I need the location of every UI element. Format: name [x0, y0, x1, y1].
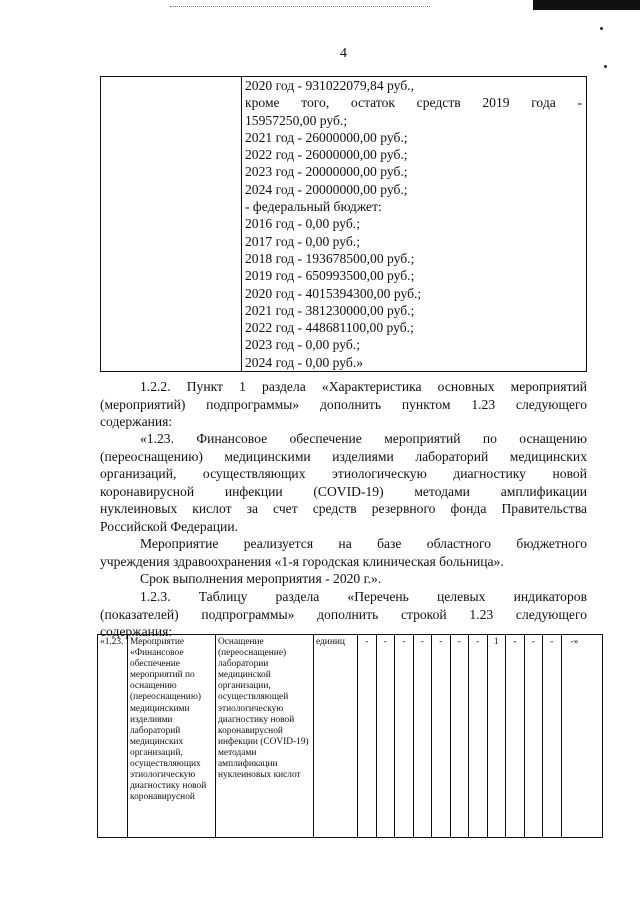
- budget-line: 2024 год - 0,00 руб.»: [245, 354, 364, 370]
- budget-line: 15957250,00 руб.;: [245, 112, 348, 128]
- indicator-value: -: [358, 635, 377, 837]
- budget-table: [100, 76, 587, 372]
- paragraph-line: Мероприятие реализуется на базе областного бюджетного: [140, 536, 587, 551]
- budget-line: 2022 год - 448681100,00 руб.;: [245, 320, 414, 336]
- budget-line: 2021 год - 26000000,00 руб.;: [245, 129, 408, 145]
- indicator-unit: единиц: [314, 635, 358, 837]
- indicator-value: -: [506, 635, 525, 837]
- indicator-table: [97, 634, 603, 838]
- budget-line: кроме того, остаток средств 2019 года -: [245, 95, 582, 111]
- budget-line: 2024 год - 20000000,00 руб.;: [245, 181, 408, 197]
- budget-line: 2022 год - 26000000,00 руб.;: [245, 147, 408, 163]
- paragraph-line: нуклеиновых кислот за счет средств резервного фонда Правительства: [100, 501, 587, 516]
- paragraph-line: (переоснащению) медицинскими изделиями лабораторий медицинских: [100, 448, 587, 464]
- budget-line: 2016 год - 0,00 руб.;: [245, 216, 360, 232]
- scan-artifact-bar: [533, 0, 640, 10]
- paragraph-1-2-3: [100, 588, 587, 641]
- indicator-value: -: [414, 635, 433, 837]
- paragraph-line: (показателей) подпрограммы» дополнить строкой 1.23 следующего: [100, 606, 587, 622]
- budget-line: 2017 год - 0,00 руб.;: [245, 233, 360, 249]
- indicator-value: -: [377, 635, 396, 837]
- budget-line: 2023 год - 0,00 руб.;: [245, 337, 360, 353]
- page-number: 4: [340, 46, 347, 61]
- budget-table-amounts: [242, 77, 586, 371]
- budget-line: - федеральный бюджет:: [245, 199, 382, 215]
- paragraph-line: 1.2.3. Таблицу раздела «Перечень целевых индикаторов: [140, 589, 587, 604]
- paragraph-1-2-2: [100, 378, 587, 431]
- paragraph-1-23-text: [100, 430, 587, 535]
- budget-table-left-cell: [101, 77, 242, 371]
- indicator-value: 1: [488, 635, 507, 837]
- paragraph-line: 1.2.2. Пункт 1 раздела «Характеристика основных мероприятий: [140, 379, 587, 394]
- paragraph-line: Срок выполнения мероприятия - 2020 г.».: [140, 571, 382, 586]
- budget-line: 2021 год - 381230000,00 руб.;: [245, 302, 415, 318]
- indicator-value: -: [451, 635, 470, 837]
- scan-speck: [604, 65, 607, 68]
- paragraph-line: содержания:: [100, 624, 173, 639]
- paragraph-implementation: [100, 535, 587, 570]
- indicator-description: Оснащение (переоснащение) лаборатории медицинской организации, осуществляющей этиологическую диагностику новой коронавирусной инфекции (COVID-19) методами амплификации нуклеиновых кислот: [216, 635, 314, 837]
- budget-line: 2018 год - 193678500,00 руб.;: [245, 250, 415, 266]
- indicator-value: -: [432, 635, 451, 837]
- paragraph-line: коронавирусной инфекции (COVID-19) методами амплификации: [100, 483, 587, 499]
- indicator-value: -: [525, 635, 544, 837]
- paragraph-line: содержания:: [100, 414, 173, 429]
- indicator-value-last: -»: [570, 637, 579, 647]
- indicator-value: -: [543, 635, 562, 837]
- indicator-value: -: [469, 635, 488, 837]
- indicator-name: Мероприятие «Финансовое обеспечение мероприятий по оснащению (переоснащению) медицинскими изделиями лабораторий медицинских организаций, осуществляющих этиологическую диагностику новой коронавирусной: [128, 635, 216, 837]
- indicator-value: -: [395, 635, 414, 837]
- paragraph-line: организаций, осуществляющих этиологическую диагностику новой: [100, 466, 587, 481]
- budget-line: 2019 год - 650993500,00 руб.;: [245, 268, 415, 284]
- indicator-row-number: «1.23.: [98, 635, 128, 837]
- paragraph-line: «1.23. Финансовое обеспечение мероприятий по оснащению: [140, 431, 587, 446]
- budget-line: 2020 год - 4015394300,00 руб.;: [245, 285, 422, 301]
- paragraph-line: Российской Федерации.: [100, 518, 238, 534]
- paragraph-line: учреждения здравоохранения «1-я городская клиническая больница».: [100, 553, 504, 569]
- scan-speck: [600, 27, 603, 30]
- budget-line: 2023 год - 20000000,00 руб.;: [245, 164, 408, 180]
- paragraph-line: (мероприятий) подпрограммы» дополнить пунктом 1.23 следующего: [100, 396, 587, 412]
- paragraph-deadline: [100, 570, 587, 588]
- scan-artifact-top: [170, 6, 430, 9]
- budget-line: 2020 год - 931022079,84 руб.,: [245, 78, 414, 93]
